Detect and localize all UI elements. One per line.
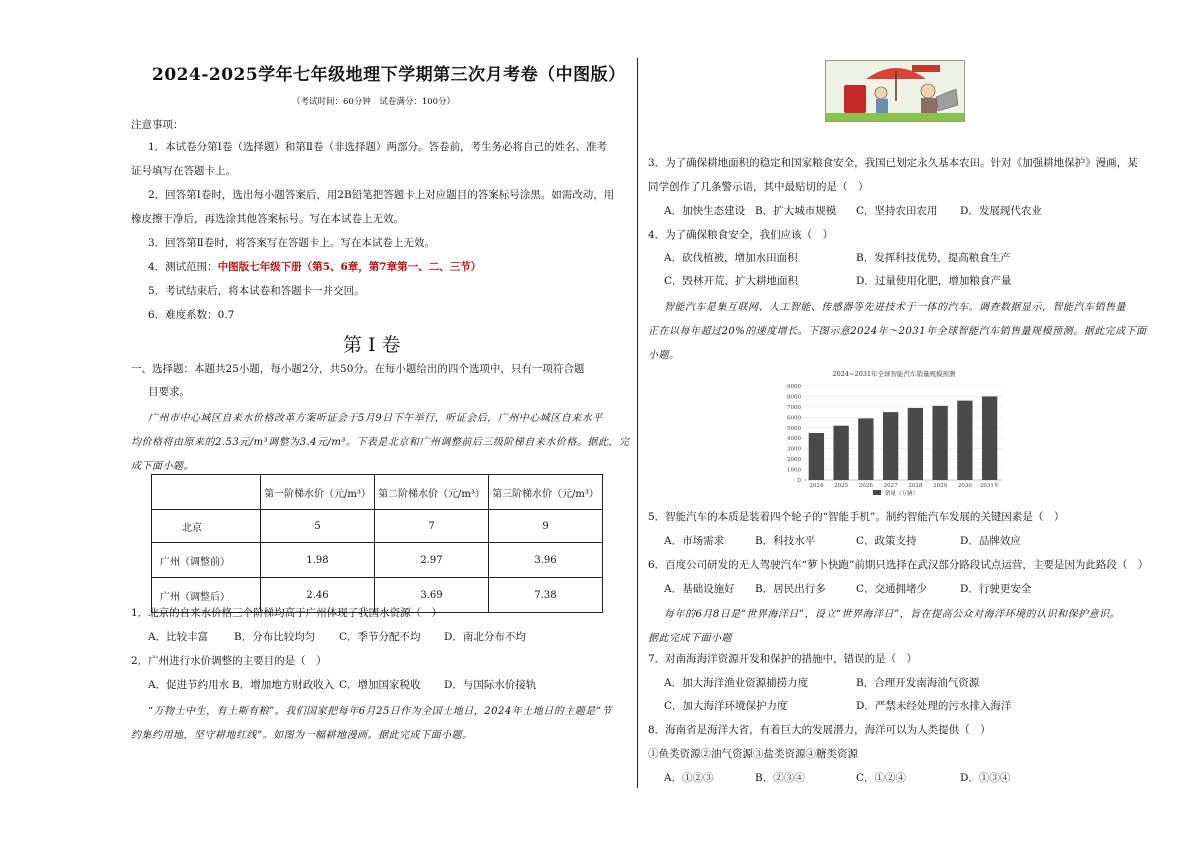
table-cell: 2.46 — [261, 578, 375, 613]
q1-stem: 1．北京的自来水价格三个阶梯均高于广州体现了我国水资源（ ） — [131, 607, 443, 619]
note-2a: 2．回答第Ⅰ卷时，选出每小题答案后，用2B铅笔把答题卡上对应题目的答案标号涂黑。如需改动，用 — [148, 189, 615, 201]
passage4-line2: 据此完成下面小题 — [648, 633, 732, 644]
table-header-cell: 第一阶梯水价（元/m³） — [261, 475, 375, 510]
table-cell: 7 — [375, 510, 489, 543]
note-4 — [148, 260, 481, 274]
q6-option-d[interactable]: D．行驶更安全 — [960, 583, 1032, 595]
table-cell: 3.69 — [375, 578, 489, 613]
q3-option-b[interactable]: B．扩大城市规模 — [755, 205, 837, 217]
y-tick-label: 6000 — [787, 415, 801, 422]
farmland-cartoon-image — [825, 60, 965, 122]
passage2-line2: 约集约用地，坚守耕地红线”。如图为一幅耕地漫画。据此完成下面小题。 — [131, 730, 473, 741]
q7-option-a[interactable]: A．加大海洋渔业资源捕捞力度 — [664, 677, 809, 689]
x-tick-label: 2031年 — [979, 483, 1000, 489]
q4-option-a[interactable]: A．砍伐植被，增加水田面积 — [664, 252, 798, 264]
y-tick-label: 1000 — [787, 467, 801, 474]
q1-option-a[interactable]: A．比较丰富 — [148, 631, 209, 643]
passage4-line1: 每年的6月8日是“世界海洋日”，设立“世界海洋日”，旨在提高公众对海洋环境的认识和保护意识。 — [664, 609, 1121, 620]
bar — [883, 412, 898, 480]
bar — [809, 433, 824, 480]
bar — [957, 401, 972, 480]
q6-option-b[interactable]: B．居民出行多 — [755, 583, 826, 595]
table-cell: 9 — [489, 510, 603, 543]
note-3: 3．回答第Ⅱ卷时，将答案写在答题卡上。写在本试卷上无效。 — [148, 237, 435, 249]
q5-stem: 5．智能汽车的本质是装着四个轮子的“智能手机”。制约智能汽车发展的关键因素是（ ） — [648, 511, 1065, 523]
y-tick-label: 3000 — [787, 446, 801, 453]
passage3-line2: 正在以每年超过20%的速度增长。下图示意2024年～2031年全球智能汽车销售量规模预测。据此完成下面 — [648, 326, 1147, 337]
y-tick-label: 0 — [797, 478, 801, 484]
q8-option-d[interactable]: D．①③④ — [960, 772, 1011, 784]
table-cell: 2.97 — [375, 543, 489, 578]
q2-stem: 2．广州进行水价调整的主要目的是（ ） — [131, 655, 327, 667]
q3-option-c[interactable]: C．坚持农田农用 — [856, 205, 938, 217]
q2-option-d[interactable]: D．与国际水价接轨 — [444, 679, 537, 691]
table-cell: 3.96 — [489, 543, 603, 578]
cartoon-illustration — [826, 61, 964, 121]
bar — [908, 408, 923, 480]
passage1-line2: 均价格将由原来的2.53元/m³调整为3.4元/m³。下表是北京和广州调整前后三级阶梯自来水价格。据此，完 — [131, 437, 630, 448]
water-price-table — [151, 474, 603, 613]
legend-swatch — [873, 490, 881, 495]
table-row — [152, 510, 603, 543]
y-tick-label: 2000 — [787, 457, 801, 464]
note-6: 6．难度系数：0.7 — [148, 309, 235, 321]
q3-stem-b: 同学创作了几条警示语，其中最贴切的是（ ） — [648, 181, 869, 193]
table-header-cell: 第二阶梯水价（元/m³） — [375, 475, 489, 510]
bar — [858, 418, 873, 480]
x-tick-label: 2026 — [858, 483, 873, 489]
y-tick-label: 5000 — [787, 425, 801, 432]
table-cell-city: 广州（调整前） — [152, 543, 261, 578]
q7-option-d[interactable]: D．严禁未经处理的污水排入海洋 — [856, 700, 1012, 712]
table-cell-city: 北京 — [152, 510, 261, 543]
x-tick-label: 2025 — [834, 483, 849, 489]
passage3-line1: 智能汽车是集互联网、人工智能、传感器等先进技术于一体的汽车。调查数据显示，智能汽车销售量 — [664, 302, 1126, 313]
x-tick-label: 2027 — [883, 483, 898, 489]
x-tick-label: 2024 — [809, 483, 824, 489]
q8-stem: 8．海南省是海洋大省，有着巨大的发展潜力，海洋可以为人类提供（ ） — [648, 724, 991, 736]
note-4-prefix: 4．测试范围： — [148, 261, 218, 273]
q2-option-c[interactable]: C．增加国家税收 — [339, 679, 421, 691]
bar — [833, 426, 848, 480]
table-cell: 7.38 — [489, 578, 603, 613]
q2-option-a[interactable]: A．促进节约用水 — [148, 679, 230, 691]
passage1-line1: 广州市中心城区自来水价格改革方案听证会于5月9日下午举行，听证会后，广州中心城区自来水平 — [148, 413, 603, 424]
q6-stem: 6．百度公司研发的无人驾驶汽车“萝卜快跑”前期只选择在武汉部分路段试点运营，主要是因为此路段（ ） — [648, 559, 1149, 571]
column-divider — [637, 58, 638, 788]
q5-option-d[interactable]: D．品牌效应 — [960, 535, 1021, 547]
q7-option-b[interactable]: B．合理开发南海油气资源 — [856, 677, 980, 689]
section-intro-a: 一、选择题：本题共25小题，每小题2分，共50分。在每小题给出的四个选项中，只有一项符合题 — [131, 363, 585, 375]
q1-option-b[interactable]: B．分布比较均匀 — [234, 631, 316, 643]
q8-option-b[interactable]: B．②③④ — [755, 772, 805, 784]
table-header-row — [152, 475, 603, 510]
table-header-cell: 第三阶梯水价（元/m³） — [489, 475, 603, 510]
q8-items: ①鱼类资源②油气资源③盐类资源④糖类资源 — [648, 748, 858, 760]
section-intro-b: 目要求。 — [148, 386, 190, 398]
legend-label: 销量（万辆） — [885, 491, 919, 497]
exam-title: 2024-2025学年七年级地理下学期第三次月考卷（中图版） — [152, 65, 626, 85]
note-5: 5．考试结束后，将本试卷和答题卡一并交回。 — [148, 285, 365, 297]
exam-subtitle: （考试时间：60分钟 试卷满分：100分） — [292, 97, 456, 107]
passage2-line1: “万物土中生，有土斯有粮”。我们国家把每年6月25日作为全国土地日，2024年土地日的主题是“节 — [148, 706, 612, 717]
q4-option-c[interactable]: C．毁林开荒，扩大耕地面积 — [664, 275, 799, 287]
q4-option-d[interactable]: D．过量使用化肥，增加粮食产量 — [856, 275, 1012, 287]
y-tick-label: 9000 — [787, 384, 801, 390]
q3-option-d[interactable]: D．发展现代农业 — [960, 205, 1042, 217]
passage3-line3: 小题。 — [648, 350, 680, 361]
note-1b: 证号填写在答题卡上。 — [131, 165, 236, 177]
q8-option-c[interactable]: C．①②④ — [856, 772, 907, 784]
table-cell: 1.98 — [261, 543, 375, 578]
table-cell-city: 广州（调整后） — [152, 578, 261, 613]
x-tick-label: 2030 — [957, 483, 972, 489]
q4-stem: 4．为了确保粮食安全，我们应该（ ） — [648, 229, 834, 241]
table-header-cell — [152, 475, 261, 510]
chart-x-ticks — [809, 481, 999, 489]
note-1a: 1．本试卷分第Ⅰ卷（选择题）和第Ⅱ卷（非选择题）两部分。答卷前，考生务必将自己的姓名、准考 — [148, 141, 607, 153]
y-tick-label: 8000 — [787, 394, 801, 401]
q1-option-c[interactable]: C．季节分配不均 — [339, 631, 421, 643]
q1-option-d[interactable]: D．南北分布不均 — [444, 631, 526, 643]
q6-option-c[interactable]: C．交通拥堵少 — [856, 583, 928, 595]
y-tick-label: 4000 — [787, 436, 801, 443]
q4-option-b[interactable]: B．发挥科技优势，提高粮食生产 — [856, 252, 1011, 264]
note-2b: 橡皮擦干净后，再选涂其他答案标号。写在本试卷上无效。 — [131, 213, 404, 225]
chart-y-ticks — [787, 384, 802, 484]
q3-option-a[interactable]: A．加快生态建设 — [664, 205, 746, 217]
q5-option-a[interactable]: A．市场需求 — [664, 535, 725, 547]
q8-option-a[interactable]: A．①②③ — [664, 772, 714, 784]
x-tick-label: 2028 — [908, 483, 923, 489]
table-cell: 5 — [261, 510, 375, 543]
section-title: 第Ⅰ卷 — [343, 334, 407, 356]
table-row — [152, 543, 603, 578]
bar — [982, 396, 997, 480]
notes-heading: 注意事项： — [131, 119, 184, 131]
passage1-line3: 成下面小题。 — [131, 461, 194, 472]
sales-bar-chart — [770, 366, 1010, 499]
x-tick-label: 2029 — [933, 483, 948, 489]
note-4-range: 中图版七年级下册（第5、6章，第7章第一、二、三节） — [217, 261, 482, 273]
q3-stem-a: 3．为了确保耕地面积的稳定和国家粮食安全，我国已划定永久基本农田。针对《加强耕地保护》漫画，某 — [648, 157, 1138, 169]
q5-option-c[interactable]: C．政策支持 — [856, 535, 917, 547]
q7-stem: 7．对南海海洋资源开发和保护的措施中，错误的是（ ） — [648, 653, 918, 665]
chart-title: 2024~2031年全球智能汽车销量规模预测 — [832, 370, 956, 378]
q5-option-b[interactable]: B．科技水平 — [755, 535, 816, 547]
bar — [932, 406, 947, 480]
q2-option-b[interactable]: B．增加地方财政收入 — [232, 679, 335, 691]
q6-option-a[interactable]: A．基础设施好 — [664, 583, 735, 595]
red-book-shape — [844, 85, 866, 113]
q7-option-c[interactable]: C．加大海洋环境保护力度 — [664, 700, 788, 712]
y-tick-label: 7000 — [787, 404, 801, 411]
